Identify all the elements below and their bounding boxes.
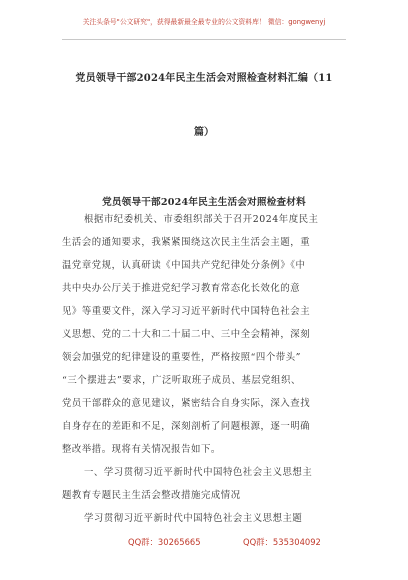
body-line: 生活会的通知要求，我紧紧围绕这次民主生活会主题，重 <box>62 237 311 248</box>
body-line: 见》等重要文件，深入学习习近平新时代中国特色社会主 <box>62 306 311 317</box>
document-title: 党员领导干部2024年民主生活会对照检查材料汇编（11 <box>75 73 333 84</box>
document-title-continued: 篇） <box>194 127 214 138</box>
body-line: 温党章党规，认真研读《中国共产党纪律处分条例》《中 <box>62 260 306 271</box>
footer-qq-group-1: QQ群：30265665 <box>128 537 201 547</box>
body-line: 共中央办公厅关于推进党纪学习教育常态化长效化的意 <box>62 283 301 294</box>
section-title: 党员领导干部2024年民主生活会对照检查材料 <box>102 197 306 208</box>
header-note: 关注头条号"公文研究"，获得最新最全最专业的公文资料库！ 微信：gongwenyj <box>82 18 326 26</box>
body-line: 整改举措。现将有关情况报告如下。 <box>62 444 221 455</box>
body-line: 题教育专题民主生活会整改措施完成情况 <box>62 490 241 501</box>
body-line: 一、学习贯彻习近平新时代中国特色社会主义思想主 <box>84 467 313 478</box>
body-line: 义思想、党的二十大和二十届二中、三中全会精神，深刻 <box>62 329 311 340</box>
footer-qq-group-2: QQ群：535304092 <box>243 537 321 547</box>
body-line: 党员干部群众的意见建议，紧密结合自身实际，深入查找 <box>62 398 311 409</box>
body-line: “三个摆进去”要求，广泛听取班子成员、基层党组织、 <box>62 375 301 386</box>
body-line: 学习贯彻习近平新时代中国特色社会主义思想主题 <box>84 513 303 524</box>
header-divider <box>62 39 346 40</box>
body-line: 自身存在的差距和不足，深刻剖析了问题根源，逐一明确 <box>62 421 311 432</box>
body-line: 根据市纪委机关、市委组织部关于召开2024年度民主 <box>84 214 319 225</box>
body-line: 领会加强党的纪律建设的重要性，严格按照“四个带头” <box>62 352 301 363</box>
